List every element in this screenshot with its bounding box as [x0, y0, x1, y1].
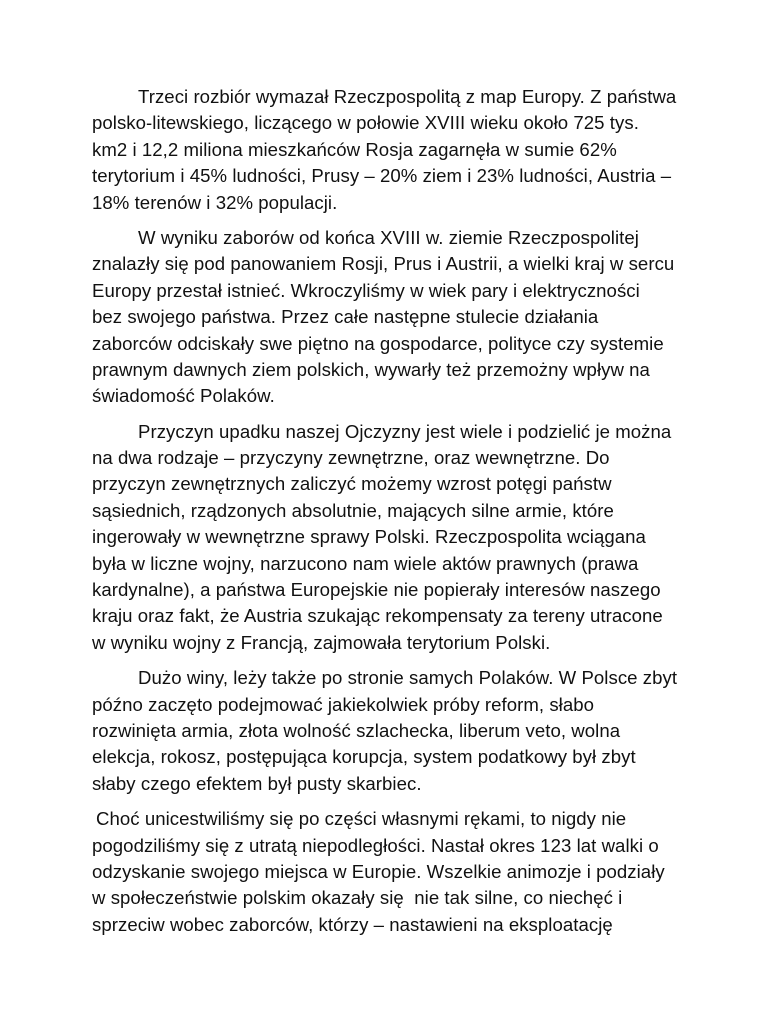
paragraph-line: była w liczne wojny, narzucono nam wiele aktów prawnych (prawa	[92, 552, 639, 574]
paragraph-line: bez swojego państwa. Przez całe następne stulecie działania	[92, 306, 599, 328]
paragraph-line: W wyniku zaborów od końca XVIII w. ziemie Rzeczpospolitej	[138, 226, 639, 248]
paragraph-line: na dwa rodzaje – przyczyny zewnętrzne, oraz wewnętrzne. Do	[92, 447, 610, 469]
paragraph-line: rozwinięta armia, złota wolność szlachecka, liberum veto, wolna	[92, 719, 621, 741]
paragraph-line: Dużo winy, leży także po stronie samych Polaków. W Polsce zbyt	[138, 667, 678, 689]
paragraph-line: sąsiednich, rządzonych absolutnie, mających silne armie, które	[92, 499, 614, 521]
paragraph-line: późno zaczęto podejmować jakiekolwiek próby reform, słabo	[92, 693, 595, 715]
paragraph-line: terytorium i 45% ludności, Prusy – 20% ziem i 23% ludności, Austria –	[92, 165, 672, 187]
paragraph-3	[92, 419, 692, 657]
paragraph-line: Przyczyn upadku naszej Ojczyzny jest wiele i podzielić je można	[138, 420, 672, 442]
paragraph-4	[92, 665, 692, 797]
paragraph-line: w wyniku wojny z Francją, zajmowała terytorium Polski.	[92, 631, 551, 653]
paragraph-line: Trzeci rozbiór wymazał Rzeczpospolitą z map Europy. Z państwa	[138, 86, 677, 107]
paragraph-line: sprzeciw wobec zaborców, którzy – nastawieni na eksploatację	[92, 913, 613, 935]
paragraph-line: kraju oraz fakt, że Austria szukając rekompensaty za tereny utracone	[92, 605, 663, 627]
paragraph-line: Europy przestał istnieć. Wkroczyliśmy w wiek pary i elektryczności	[92, 279, 640, 301]
paragraph-line: znalazły się pod panowaniem Rosji, Prus i Austrii, a wielki kraj w sercu	[92, 253, 675, 275]
paragraph-line: słaby czego efektem był pusty skarbiec.	[92, 772, 422, 794]
paragraph-2	[92, 225, 692, 410]
paragraph-line: pogodziliśmy się z utratą niepodległości. Nastał okres 123 lat walki o	[92, 834, 659, 856]
paragraph-line: polsko-litewskiego, liczącego w połowie XVIII wieku około 725 tys.	[92, 112, 639, 134]
paragraph-line: prawnym dawnych ziem polskich, wywarły też przemożny wpływ na	[92, 358, 650, 380]
paragraph-line: kardynalne), a państwa Europejskie nie popierały interesów naszego	[92, 579, 661, 601]
document-body	[92, 84, 692, 947]
paragraph-5	[92, 806, 692, 938]
paragraph-line: świadomość Polaków.	[92, 385, 275, 407]
paragraph-line: przyczyn zewnętrznych zaliczyć możemy wzrost potęgi państw	[92, 473, 612, 495]
paragraph-line: km2 i 12,2 miliona mieszkańców Rosja zagarnęła w sumie 62%	[92, 138, 617, 160]
paragraph-line: zaborców odciskały swe piętno na gospodarce, polityce czy systemie	[92, 332, 664, 354]
paragraph-line: Choć unicestwiliśmy się po części własnymi rękami, to nigdy nie	[96, 808, 627, 830]
paragraph-line: ingerowały w wewnętrzne sprawy Polski. Rzeczpospolita wciągana	[92, 526, 646, 548]
paragraph-line: 18% terenów i 32% populacji.	[92, 191, 338, 213]
paragraph-line: odzyskanie swojego miejsca w Europie. Wszelkie animozje i podziały	[92, 860, 665, 882]
paragraph-line: elekcja, rokosz, postępująca korupcja, system podatkowy był zbyt	[92, 746, 636, 768]
paragraph-line: w społeczeństwie polskim okazały się nie tak silne, co niechęć i	[92, 887, 623, 909]
paragraph-1	[92, 84, 692, 216]
